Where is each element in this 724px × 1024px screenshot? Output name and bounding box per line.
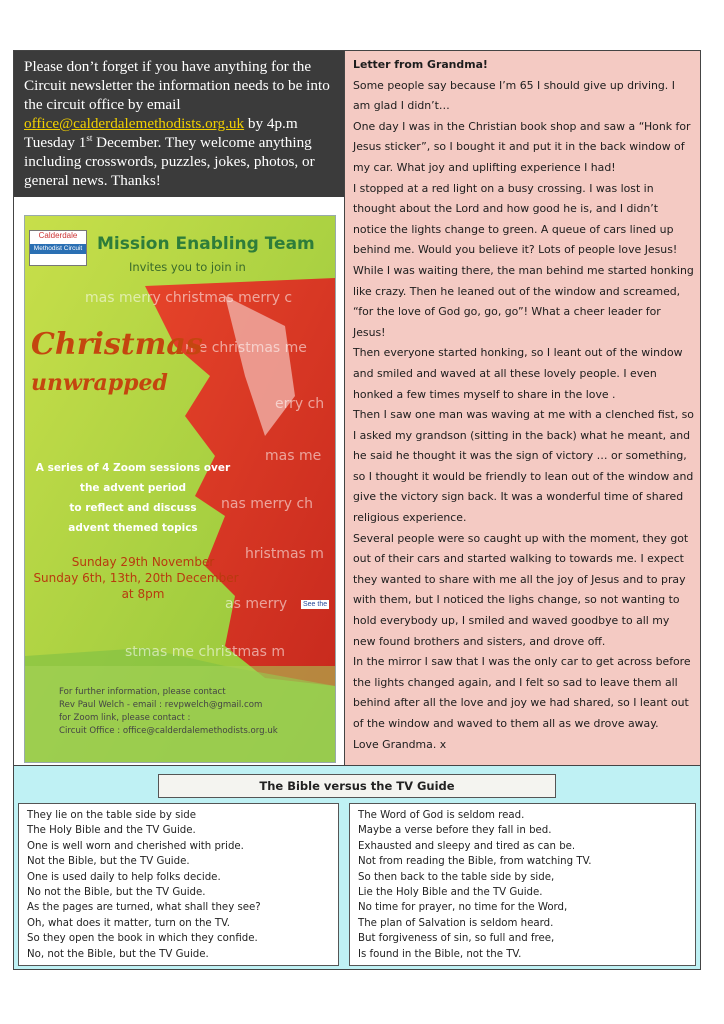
poem-line: They lie on the table side by side (27, 810, 197, 821)
poem-line: Not from reading the Bible, from watching TV. (358, 856, 592, 868)
see-the-label: See the (303, 601, 328, 608)
poem-line: One is used daily to help folks decide. (27, 871, 221, 883)
info-line: For further information, please contact (59, 687, 226, 697)
info-line: Circuit Office : office@calderdalemethodists.org.uk (59, 726, 278, 736)
letter-paragraph: I stopped at a red light on a busy crossing. I was lost in thought about the Lord and how good he is, and I didn’t notice the lights change to green. A queue of cars lined up behind me. Would you believe it? Lots of people love Jesus! (353, 181, 678, 257)
merry-text: stmas me christmas m (125, 644, 286, 660)
poem-line: Exhausted and sleepy and tired as can be. (358, 840, 576, 852)
notice-text-before: Please don’t forget if you have anything for the Circuit newsletter the information needs to be into the circuit office by email (24, 58, 330, 113)
poem-line: Is found in the Bible, not the TV. (358, 948, 522, 960)
letter-paragraph: Some people say because I’m 65 I should give up driving. I am glad I didn’t… (353, 78, 675, 113)
newsletter-notice (14, 51, 345, 197)
poem-line: The Word of God is seldom read. (358, 810, 525, 821)
poster-contact-info (59, 686, 278, 738)
poster-dates (33, 554, 243, 602)
poem-line: One is well worn and cherished with pride. (27, 840, 244, 852)
merry-text: me christmas me (185, 340, 307, 356)
poem-line: The Holy Bible and the TV Guide. (27, 825, 196, 837)
letter-paragraph: While I was waiting there, the man behind me started honking like crazy. Then he leaned out of the window and screamed, “for the love of God go, go, go”! What a cheer leader for Jesus! (353, 263, 694, 339)
letter-paragraph: Then I saw one man was waving at me with a clenched fist, so I asked my grandson (sitting in the back) what he meant, and he said he thought it was the sign of victory … or something, so I thought it would be friendly to lean out of the window and give the victory sign back. It was a wonderful time of shared religious experience. (353, 408, 694, 525)
poem-line: So they open the book in which they confide. (27, 933, 258, 945)
poem-line: But forgiveness of sin, so full and free, (358, 933, 555, 945)
poem-line: No not the Bible, but the TV Guide. (27, 887, 206, 899)
poster-series-description (33, 458, 233, 538)
merry-text: as merry (225, 596, 288, 612)
poem-line: As the pages are turned, what shall they see? (27, 902, 261, 914)
poem-line: Lie the Holy Bible and the TV Guide. (358, 887, 543, 899)
merry-text: nas merry ch (221, 496, 314, 512)
poem-line: No, not the Bible, but the TV Guide. (27, 948, 209, 960)
info-line: Rev Paul Welch - email : revpwelch@gmail.com (59, 700, 263, 710)
merry-text: mas merry christmas merry c (85, 290, 293, 306)
date-line-3: at 8pm (121, 587, 165, 601)
poem-left-column (18, 803, 339, 966)
poster-title-unwrapped: unwrapped (31, 370, 168, 396)
poem-line: So then back to the table side by side, (358, 871, 555, 883)
newsletter-page (13, 50, 701, 970)
logo-line2: Methodist Circuit (30, 244, 86, 254)
christmas-unwrapped-poster (24, 215, 336, 763)
letter-title: Letter from Grandma! (353, 58, 488, 71)
poem-right-column (349, 803, 696, 966)
letter-paragraph: In the mirror I saw that I was the only car to get across before the lights changed again, and I felt so sad to leave them all behind after all the love and joy we had shared, so I leant out of the window and waved to them all as we drove away. (353, 655, 691, 730)
calderdale-logo (29, 230, 87, 266)
poster-heading: Mission Enabling Team (97, 234, 315, 254)
office-email-link[interactable]: office@calderdalemethodists.org.uk (24, 115, 245, 132)
letter-paragraph: One day I was in the Christian book shop and saw a “Honk for Jesus sticker”, so I bought it and put it in the back window of my car. What joy and uplifting experience I had! (353, 119, 691, 174)
notice-superscript: st (86, 132, 93, 143)
notice-text-after1: by 4p.m Tuesday 1 (24, 115, 298, 151)
poem-line: The plan of Salvation is seldom heard. (358, 917, 554, 929)
date-line-1: Sunday 29th November (71, 555, 215, 569)
date-line-2: Sunday 6th, 13th, 20th December (33, 571, 239, 585)
info-line: for Zoom link, please contact : (59, 713, 191, 723)
bible-tv-guide-section (14, 765, 700, 969)
letter-from-grandma (345, 51, 700, 765)
notice-text-after2: December. They welcome anything including crosswords, puzzles, jokes, photos, or general news. Thanks! (24, 134, 315, 189)
poster-title-christmas: Christmas (31, 327, 203, 362)
series-line: advent themed topics (68, 522, 198, 534)
series-line: the advent period (79, 482, 187, 494)
bible-tv-guide-title: The Bible versus the TV Guide (158, 774, 556, 798)
poster-invites: Invites you to join in (129, 260, 246, 274)
logo-line1: Calderdale (38, 231, 78, 240)
poster-area (14, 197, 345, 765)
letter-paragraph: Several people were so caught up with the moment, they got out of their cars and started walking to towards me. I expect they wanted to share with me all the joy of Jesus and to pray with them, but I noticed the lighs change, so not wanting to hold everybody up, I smiled and waved goodbye to all my new found brothers and sisters, and drove off. (353, 531, 689, 648)
poem-line: No time for prayer, no time for the Word, (358, 902, 568, 914)
poem-line: Maybe a verse before they fall in bed. (358, 825, 552, 837)
merry-text: mas me (265, 448, 322, 464)
series-line: to reflect and discuss (69, 502, 197, 514)
merry-text: hristmas m (245, 546, 324, 562)
merry-text: erry ch (275, 396, 325, 412)
poem-line: Oh, what does it matter, turn on the TV. (27, 917, 231, 929)
letter-paragraph: Then everyone started honking, so I leant out of the window and smiled and waved at all these lovely people. I even honked a few times myself to share in the love . (353, 346, 683, 401)
letter-signoff: Love Grandma. x (353, 737, 447, 751)
series-line: A series of 4 Zoom sessions over (35, 462, 231, 474)
poem-line: Not the Bible, but the TV Guide. (27, 856, 190, 868)
